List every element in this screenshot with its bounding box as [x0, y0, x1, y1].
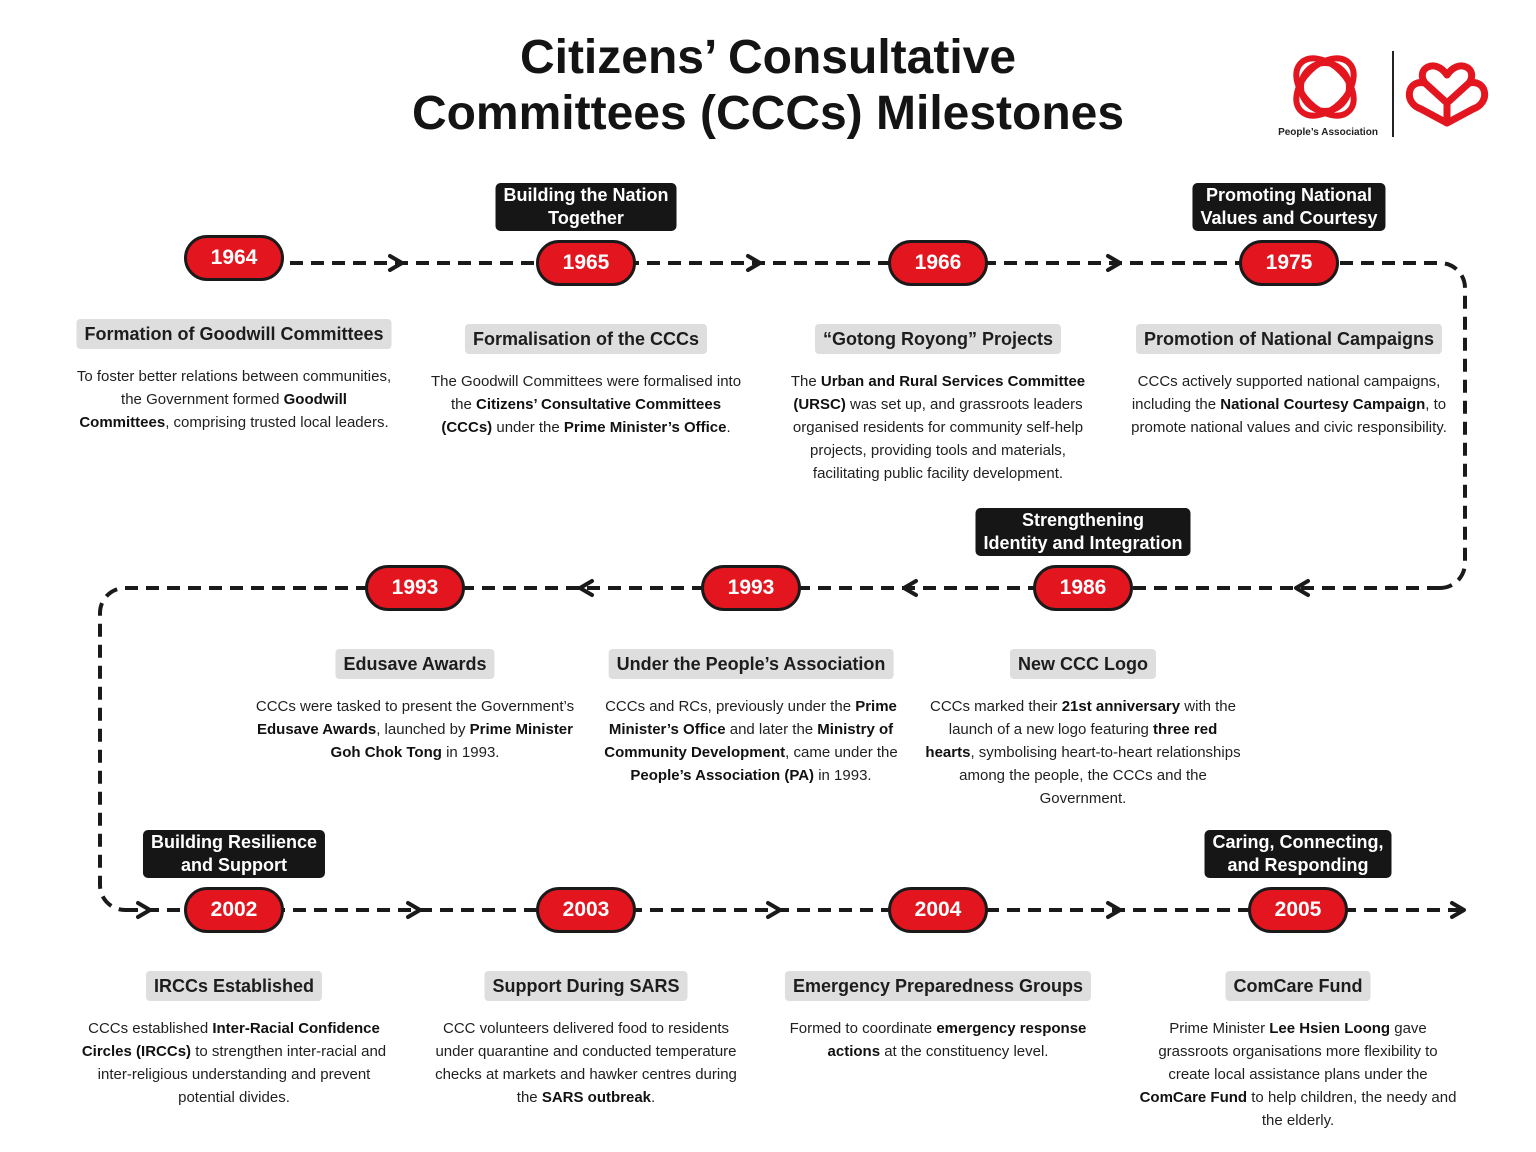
milestone-description: Formed to coordinate emergency response actions at the constituency level.: [789, 1020, 1087, 1060]
theme-label: [1205, 830, 1392, 878]
title-line-1: Citizens’ Consultative: [519, 31, 1017, 84]
year-pill: 1993: [365, 565, 465, 611]
year-pill: 1975: [1239, 240, 1339, 286]
milestone-description: Prime Minister Lee Hsien Loong gave grassroots organisations more flexibility to create local assistance plans under the ComCare Fund to help children, the needy and the elderly.: [1139, 1020, 1457, 1129]
highlight-text: SARS outbreak: [541, 1089, 652, 1106]
highlight-text: ComCare Fund: [1139, 1089, 1248, 1106]
theme-label-line: Building Resilience: [150, 832, 318, 852]
milestone-heading: Emergency Preparedness Groups: [785, 971, 1091, 1001]
theme-label: [143, 830, 325, 878]
milestone-heading: Formalisation of the CCCs: [465, 324, 707, 354]
highlight-text: three red hearts: [925, 721, 1218, 761]
milestone-heading: Formation of Goodwill Committees: [76, 319, 391, 349]
highlight-text: 21st anniversary: [1061, 698, 1181, 715]
milestone-heading: ComCare Fund: [1225, 971, 1370, 1001]
year-pill: 2005: [1248, 887, 1348, 933]
year-pill: 1993: [701, 565, 801, 611]
highlight-text: emergency response actions: [827, 1020, 1087, 1060]
highlight-text: Goodwill Committees: [79, 391, 347, 431]
highlight-text: People’s Association (PA): [630, 767, 815, 784]
milestone-description: The Urban and Rural Services Committee (URSC) was set up, and grassroots leaders organised residents for community self-help projects, providing tools and materials, facilitating public facility development.: [790, 373, 1086, 482]
theme-label-line: Building the Nation: [503, 185, 669, 205]
year-pill: 1966: [888, 240, 988, 286]
highlight-text: Edusave Awards: [256, 721, 377, 738]
milestone-description: CCCs and RCs, previously under the Prime Minister’s Office and later the Ministry of Community Development, came under the People’s Association (PA) in 1993.: [604, 698, 898, 784]
theme-label-line: Promoting National: [1205, 185, 1372, 205]
milestone-heading: Edusave Awards: [335, 649, 494, 679]
highlight-text: Inter-Racial Confidence Circles (IRCCs): [81, 1020, 380, 1060]
milestone-description: CCCs were tasked to present the Government’s Edusave Awards, launched by Prime Minister Goh Chok Tong in 1993.: [255, 698, 575, 761]
highlight-text: Ministry of Community Development: [604, 721, 894, 761]
title-line-2: Committees (CCCs) Milestones: [411, 87, 1125, 140]
arrow-icon: [138, 903, 150, 917]
theme-label-line: Identity and Integration: [983, 533, 1183, 553]
milestone-heading: “Gotong Royong” Projects: [815, 324, 1061, 354]
year-pill: 1964: [184, 235, 284, 281]
theme-label: [1192, 183, 1385, 231]
milestone-heading: Support During SARS: [485, 971, 688, 1001]
theme-label: [496, 183, 677, 231]
theme-label-line: Values and Courtesy: [1200, 208, 1378, 228]
highlight-text: National Courtesy Campaign: [1220, 396, 1426, 413]
logo-caption: People’s Association: [1278, 127, 1378, 138]
theme-label-line: Together: [548, 208, 624, 228]
theme-label-line: and Responding: [1227, 855, 1369, 875]
theme-label-line: Strengthening: [1021, 510, 1144, 530]
milestone-description: CCCs actively supported national campaigns, including the National Courtesy Campaign, to promote national values and civic responsibility.: [1131, 373, 1447, 436]
milestone-heading: Under the People’s Association: [609, 649, 894, 679]
highlight-text: Prime Minister Goh Chok Tong: [330, 721, 573, 761]
highlight-text: Prime Minister’s Office: [608, 698, 897, 738]
milestone-description: CCC volunteers delivered food to residents under quarantine and conducted temperature checks at markets and hawker centres during the SARS outbreak.: [435, 1020, 737, 1106]
milestone-heading: IRCCs Established: [146, 971, 322, 1001]
highlight-text: Prime Minister’s Office: [563, 419, 727, 436]
year-pill: 1986: [1033, 565, 1133, 611]
year-pill: 1965: [536, 240, 636, 286]
milestone-description: CCCs established Inter-Racial Confidence Circles (IRCCs) to strengthen inter-racial and inter-religious understanding and prevent potential divides.: [81, 1020, 387, 1106]
milestone-heading: Promotion of National Campaigns: [1136, 324, 1442, 354]
milestone-heading: New CCC Logo: [1010, 649, 1156, 679]
milestone-description: The Goodwill Committees were formalised into the Citizens’ Consultative Committees (CCCs) under the Prime Minister’s Office.: [430, 373, 742, 436]
highlight-text: Lee Hsien Loong: [1269, 1020, 1391, 1037]
theme-label: [975, 508, 1190, 556]
year-pill: 2004: [888, 887, 988, 933]
theme-label-line: Caring, Connecting,: [1212, 832, 1384, 852]
milestone-description: CCCs marked their 21st anniversary with the launch of a new logo featuring three red hearts, symbolising heart-to-heart relationships among the people, the CCCs and the Government.: [925, 698, 1241, 807]
highlight-text: Citizens’ Consultative Committees (CCCs): [441, 396, 722, 436]
arrow-icon: [768, 903, 780, 917]
theme-label-line: and Support: [180, 855, 287, 875]
highlight-text: Urban and Rural Services Committee (URSC): [793, 373, 1086, 413]
year-pill: 2002: [184, 887, 284, 933]
year-pill: 2003: [536, 887, 636, 933]
milestone-description: To foster better relations between communities, the Government formed Goodwill Committees, comprising trusted local leaders.: [76, 368, 392, 431]
